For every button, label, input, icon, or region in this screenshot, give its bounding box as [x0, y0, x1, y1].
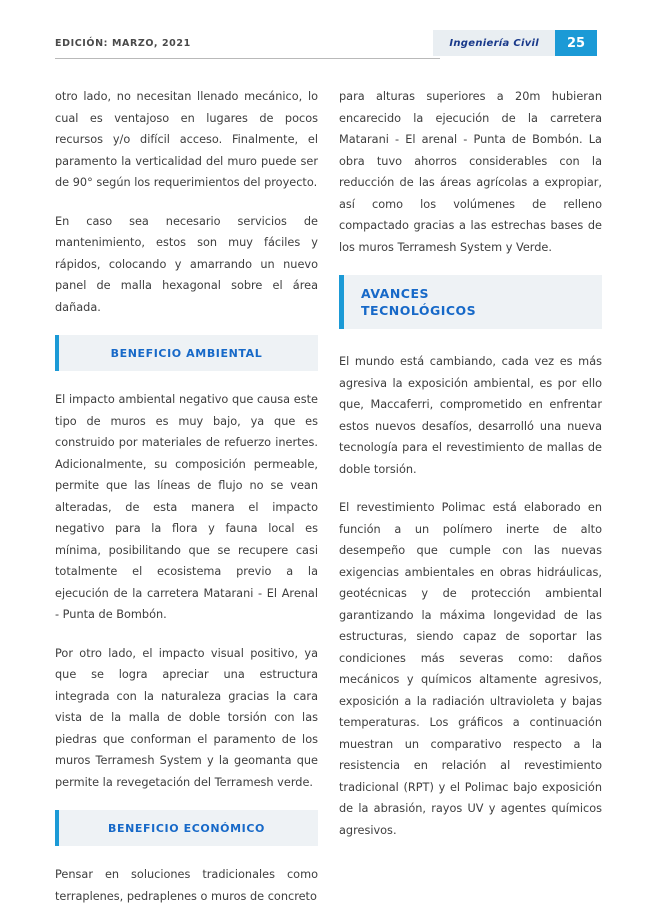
right-column: [339, 86, 602, 858]
paragraph: Pensar en soluciones tradicionales como terraplenes, pedraplenes o muros de concreto: [55, 868, 318, 903]
paragraph: para alturas superiores a 20m hubieran encarecido la ejecución de la carretera Matarani - El arenal - Punta de Bombón. La obra tuvo ahorros considerables con la reducción de las áreas agrícolas a expropiar, así como los volúmenes de relleno compactado gracias a las estrechas bases de los muros Terramesh System y Verde.: [339, 90, 602, 254]
section-heading-line-1: AVANCES: [361, 286, 430, 301]
paragraph: El mundo está cambiando, cada vez es más agresiva la exposición ambiental, es por ello que, Maccaferri, comprometido en enfrentar estos nuevos desafíos, desarrolló una nueva tecnología para el revestimiento de mallas de doble torsión.: [339, 355, 602, 476]
accent-bar: [339, 275, 344, 329]
accent-bar: [55, 810, 59, 846]
page-number: 25: [555, 30, 597, 56]
header-divider: [55, 58, 440, 59]
section-heading-label: BENEFICIO AMBIENTAL: [110, 346, 263, 360]
section-tag: Ingeniería Civil: [433, 30, 555, 56]
section-heading-avances-tecnologicos: [339, 275, 602, 329]
section-heading-line-2: TECNOLÓGICOS: [361, 303, 477, 318]
paragraph: En caso sea necesario servicios de mantenimiento, estos son muy fáciles y rápidos, colocando y amarrando un nuevo panel de malla hexagonal sobre el área dañada.: [55, 214, 318, 314]
page-header: [0, 30, 650, 66]
section-heading-beneficio-ambiental: [55, 335, 318, 371]
left-column: [55, 86, 318, 924]
section-heading-label: BENEFICIO ECONÓMICO: [108, 821, 265, 835]
paragraph: El revestimiento Polimac está elaborado en función a un polímero inerte de alto desempeño que cumple con las nuevas exigencias ambientales en obras hidráulicas, geotécnicas y de protección ambiental garantizando la máxima longevidad de las estructuras, siendo capaz de soportar las condiciones más severas como: daños mecánicos y químicos altamente agresivos, exposición a la radiación ultravioleta y bajas temperaturas. Los gráficos a continuación muestran un comparativo respecto a la resistencia en relación al revestimiento tradicional (RPT) y el Polimac bajo exposición de la abrasión, rayos UV y agentes químicos agresivos.: [339, 501, 602, 837]
paragraph: El impacto ambiental negativo que causa este tipo de muros es muy bajo, ya que es construido por materiales de refuerzo inertes. Adicionalmente, su composición permeable, permite que las líneas de flujo no se vean alteradas, de esta manera el impacto negativo para la flora y fauna local es mínima, posibilitando que se recupere casi totalmente el ecosistema previo a la ejecución de la carretera Matarani - El Arenal - Punta de Bombón.: [55, 393, 318, 621]
edition-label: EDICIÓN: MARZO, 2021: [55, 38, 191, 49]
section-heading-label: [339, 285, 476, 319]
section-heading-beneficio-economico: [55, 810, 318, 846]
header-tag-group: [433, 30, 597, 56]
paragraph: Por otro lado, el impacto visual positivo, ya que se logra apreciar una estructura integrada con la naturaleza gracias la cara vista de la malla de doble torsión con las piedras que conforman el paramento de los muros Terramesh System y la geomanta que permite la revegetación del Terramesh verde.: [55, 646, 318, 789]
paragraph: otro lado, no necesitan llenado mecánico, lo cual es ventajoso en lugares de pocos recursos y/o difícil acceso. Finalmente, el paramento la verticalidad del muro puede ser de 90° según los requerimientos del proyecto.: [55, 90, 318, 189]
accent-bar: [55, 335, 59, 371]
